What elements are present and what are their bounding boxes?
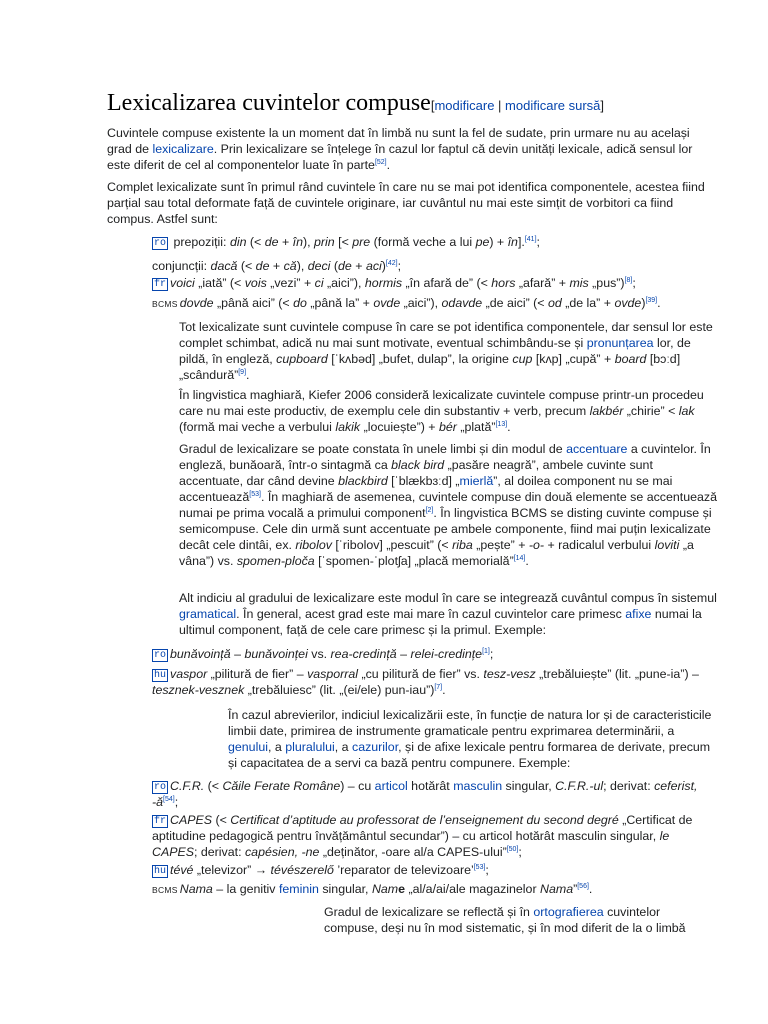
section-title: Lexicalizarea cuvintelor compuse [107,90,431,116]
list-ro-cfr: ro C.F.R. (< Căile Ferate Române) – cu articol hotărât masculin singular, C.F.R.-ul; derivat: ceferist, -ă[54]; [152,779,698,809]
paragraph-gramatical: Alt indiciu al gradului de lexicalizare este modul în care se integrează cuvântul compus în sistemul gramatical. În general, acest grad este mai mare în cazul cuvintelor care primesc afixe numai la ultimul component, față de cele care primesc și la primul. Exemple: [179,591,717,637]
ref-39[interactable]: [39] [645,296,658,304]
list-ro-bunavointa: ro bunăvoință – bunăvoinței vs. rea-credință – relei-credințe[1]; [154,647,494,661]
paragraph-ortografiere: Gradul de lexicalizare se reflectă și în ortografierea cuvintelor compuse, deși nu în mod sistematic, și în mod diferit de la o limbă [324,905,686,935]
lang-tag-ro[interactable]: ro [154,782,167,793]
link-genului[interactable]: genului [228,740,268,754]
link-cazurilor[interactable]: cazurilor [352,740,399,754]
list-ro-conjunctii: conjuncții: dacă (< de + că), deci (de + aci)[42]; [152,259,402,273]
edit-link[interactable]: modificare [434,98,495,113]
list-ro-prepozitii: ro prepoziții: din (< de + în), prin [< pre (formă veche a lui pe) + în].[41]; [154,235,540,249]
ref-42[interactable]: [42] [385,259,398,267]
edit-section-links: [modificare | modificare sursă] [430,98,605,113]
list-hu-teve: hu tévé „televizor” → tévészerelő ’reparator de televizoare’[53]; [154,863,489,877]
lang-tag-fr[interactable]: fr [154,279,167,290]
edit-source-link[interactable]: modificare sursă [505,98,601,113]
ref-50[interactable]: [50] [506,845,519,853]
lang-tag-bcms: BCMS [152,299,178,309]
ref-8[interactable]: [8] [624,276,633,284]
paragraph-accentuare: Gradul de lexicalizare se poate constata în unele limbi și din modul de accentuare a cuvintelor. În engleză, bunăoară, într-o sintagmă ca black bird „pasăre neagră”, ambele cuvinte sunt accentuate, dar când devine blackbird [ˈblækbɜːd] „mierlă”, al doilea component nu se mai accentuează[53]. În maghiară de asemenea, cuvintele compuse din două elemente se accentuează numai pe prima vocală a primului component[2]. În lingvistica BCMS se disting cuvinte compuse și semicompuse. Cele din urmă sunt accentuate pe ambele componente, fiind mai puțin lexicalizate decât cele dintâi, ex. ribolov [ˈribolov] „pescuit” (< riba „pește” + -o- + radicalul verbului loviti „a vâna”) vs. spomen-ploča [ˈspomen-ˈplotʃa] „placă memorială”[14]. [179,442,717,568]
lang-tag-bcms: BCMS [152,885,178,895]
link-feminin[interactable]: feminin [278,882,319,896]
link-pronuntarea[interactable]: pronunțarea [586,336,654,350]
ref-56[interactable]: [56] [577,882,589,890]
paragraph-abrevieri: În cazul abrevierilor, indiciul lexicalizării este, în funcție de natura lor și de caracteristicile limbii date, primirea de instrumente gramaticale pentru exprimarea determinării, a genului, a pluralului, a cazurilor, și de afixe lexicale pentru formarea de derivate, precum și capacitatea de a servi ca bază pentru compunere. Exemple: [228,708,712,770]
link-articol[interactable]: articol [374,779,408,793]
ref-53[interactable]: [53] [473,863,486,871]
link-ortografierea[interactable]: ortografierea [533,905,604,919]
paragraph-intro: Cuvintele compuse existente la un moment dat în limbă nu sunt la fel de sudate, prin urmare nu au același grad de lexicalizare. Prin lexicalizare se înțelege în cazul lor faptul că devin unități lexicale, adică sensul lor este diferit de cel al componentelor luate în parte[52]. [107,126,693,172]
ref-1[interactable]: [1] [482,647,490,655]
link-gramatical[interactable]: gramatical [179,607,237,621]
lang-tag-hu[interactable]: hu [154,670,167,681]
list-bcms-dovde: BCMS dovde „până aici” (< do „până la” + ovde „aici”), odavde „de aici” (< od „de la” + ovde)[39]. [152,296,661,310]
section-heading [107,88,707,121]
list-hu-vaspor: hu vaspor „pilitură de fier” – vasporral „cu pilitură de fier” vs. tesz-vesz „trebăluiește” (lit. „pune-ia”) – tesznek-vesznek „trebăluiesc” (lit. „(ei/ele) pun-iau”)[7]. [152,667,699,697]
list-fr-voici: fr voici „iată” (< vois „vezi” + ci „aici”), hormis „în afară de” (< hors „afară” + mis „pus”)[8]; [154,276,636,290]
link-masculin[interactable]: masculin [453,779,503,793]
link-lexicalizare[interactable]: lexicalizare [152,142,214,156]
lang-tag-hu[interactable]: hu [154,866,167,877]
ref-54[interactable]: [54] [163,795,175,803]
lang-tag-ro[interactable]: ro [154,238,167,249]
ref-9[interactable]: [9] [238,368,247,376]
ref-13[interactable]: [13] [495,420,508,428]
ref-7[interactable]: [7] [434,683,443,691]
list-bcms-nama: BCMS Nama – la genitiv feminin singular, Name „al/a/ai/ale magazinelor Nama”[56]. [152,882,593,896]
link-afixe[interactable]: afixe [625,607,652,621]
paragraph-schimbat: Tot lexicalizate sunt cuvintele compuse în care se pot identifica componentele, dar sensul lor este complet schimbat, adică nu mai sunt motivate, eventual schimbându-se și pronunțarea lor, de pildă, în engleză, cupboard [ˈkʌbəd] „bufet, dulap”, la origine cup [kʌp] „cupă” + board [bɔːd] „scândură”[9]. [179,320,713,382]
ref-14[interactable]: [14] [513,554,526,562]
ref-53[interactable]: [53] [249,490,261,498]
link-pluralului[interactable]: pluralului [285,740,335,754]
lang-tag-ro[interactable]: ro [154,650,167,661]
ref-41[interactable]: [41] [524,235,537,243]
link-accentuare[interactable]: accentuare [566,442,628,456]
ref-52[interactable]: [52] [374,158,387,166]
link-mierla[interactable]: mierlă [459,474,494,488]
paragraph-complete: Complet lexicalizate sunt în primul rând cuvintele în care nu se mai pot identifica componentele, acestea fiind parțial sau total deformate față de cuvintele originare, iar cuvântul nu mai este simțit de vorbitori ca fiind compus. Astfel sunt: [107,180,705,226]
lang-tag-fr[interactable]: fr [154,816,167,827]
list-fr-capes: fr CAPES (< Certificat d’aptitude au professorat de l’enseignement du second degré „Certificat de aptitudine pedagogică pentru învățământul secundar”) – cu articol hotărât masculin singular, le CAPES; derivat: capésien, -ne „deținător, -oare al/a CAPES-ului”[50]; [152,813,693,859]
ref-2[interactable]: [2] [425,506,434,514]
paragraph-maghiara: În lingvistica maghiară, Kiefer 2006 consideră lexicalizate cuvintele compuse printr-un procedeu care nu mai este productiv, de exemplu cele din substantiv + verb, precum lakbér „chirie” < lak (formă mai veche a verbului lakik „locuiește”) + bér „plată”[13]. [179,388,704,434]
